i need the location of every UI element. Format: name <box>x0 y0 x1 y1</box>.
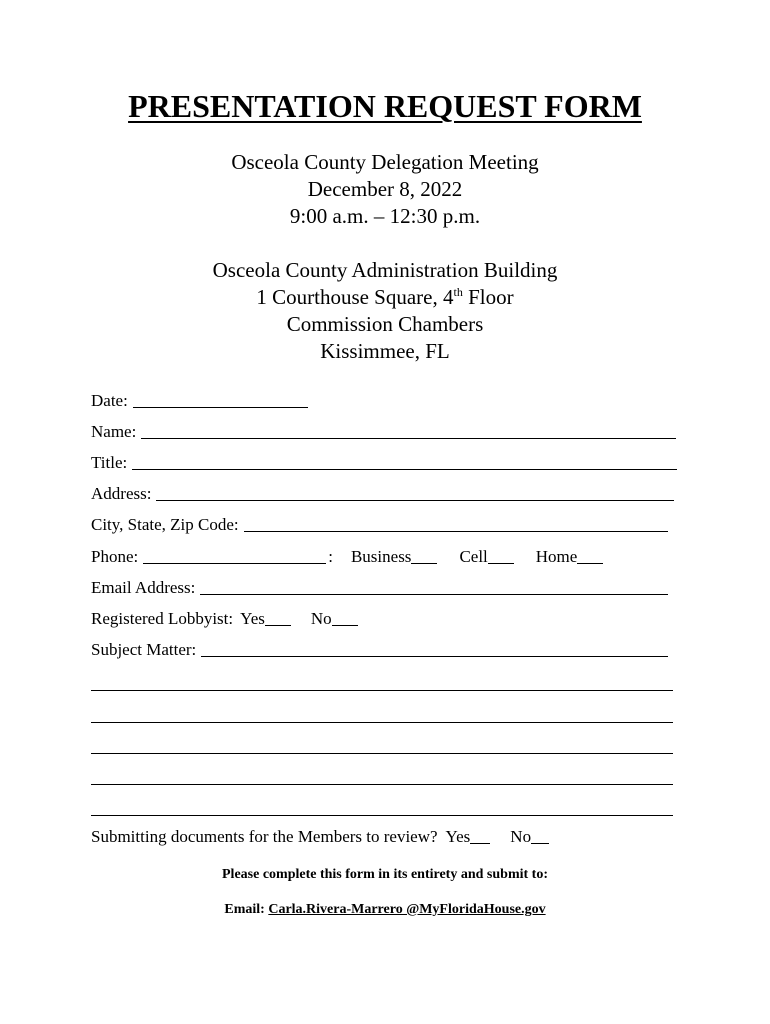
cell-blank[interactable] <box>488 562 514 564</box>
address-suffix: Floor <box>462 285 514 309</box>
home-option <box>536 547 604 567</box>
email-link[interactable]: Carla.Rivera-Marrero @MyFloridaHouse.gov <box>268 902 546 917</box>
address-prefix: 1 Courthouse Square, 4 <box>256 285 454 309</box>
submit-email <box>0 902 770 918</box>
location-room: Commission Chambers <box>286 312 484 336</box>
location-address <box>0 284 770 311</box>
date-input[interactable] <box>133 406 308 408</box>
lobbyist-label: Registered Lobbyist: <box>91 609 234 628</box>
business-label: Business <box>350 547 412 566</box>
lobbyist-no-option <box>311 609 358 629</box>
date-label: Date: <box>91 391 128 410</box>
documents-no-label: No <box>510 827 532 846</box>
city-state-zip-field <box>91 515 668 535</box>
cell-label: Cell <box>459 547 488 566</box>
email-label: Email Address: <box>91 578 196 597</box>
subject-input[interactable] <box>201 655 668 657</box>
title-label: Title: <box>91 453 128 472</box>
form-title: PRESENTATION REQUEST FORM <box>128 88 642 124</box>
lobbyist-field <box>91 609 358 629</box>
subject-line-1[interactable] <box>91 690 673 691</box>
name-input[interactable] <box>141 437 676 439</box>
date-field <box>91 391 308 411</box>
phone-label: Phone: <box>91 547 139 566</box>
subject-line-5[interactable] <box>91 815 673 816</box>
documents-yes-blank[interactable] <box>470 842 490 844</box>
home-label: Home <box>535 547 578 566</box>
cell-option <box>459 547 513 567</box>
address-field <box>91 484 674 504</box>
phone-field <box>91 547 603 567</box>
location-city: Kissimmee, FL <box>320 339 450 363</box>
documents-field <box>91 827 549 847</box>
subject-field <box>91 640 668 660</box>
location-building: Osceola County Administration Building <box>212 258 558 282</box>
address-sup: th <box>453 285 463 299</box>
documents-no-blank[interactable] <box>531 842 549 844</box>
subject-label: Subject Matter: <box>91 640 197 659</box>
subject-line-2[interactable] <box>91 722 673 723</box>
address-label: Address: <box>91 484 152 503</box>
name-field <box>91 422 676 442</box>
location-info <box>0 257 770 365</box>
address-input[interactable] <box>156 499 674 501</box>
submit-instruction: Please complete this form in its entirety and submit to: <box>222 867 548 882</box>
home-blank[interactable] <box>577 562 603 564</box>
documents-yes-option <box>446 827 491 847</box>
email-field <box>91 578 668 598</box>
subject-line-3[interactable] <box>91 753 673 754</box>
lobbyist-no-label: No <box>310 609 332 628</box>
business-option <box>351 547 437 567</box>
city-state-zip-label: City, State, Zip Code: <box>91 515 239 534</box>
city-state-zip-input[interactable] <box>244 530 668 532</box>
documents-no-option <box>510 827 549 847</box>
phone-separator: : <box>328 547 333 566</box>
email-input[interactable] <box>200 593 668 595</box>
lobbyist-yes-option <box>240 609 291 629</box>
email-prefix: Email: <box>224 902 265 917</box>
meeting-time: 9:00 a.m. – 12:30 p.m. <box>289 204 481 228</box>
subject-line-4[interactable] <box>91 784 673 785</box>
meeting-name: Osceola County Delegation Meeting <box>231 150 539 174</box>
meeting-info <box>0 149 770 230</box>
lobbyist-yes-label: Yes <box>240 609 265 628</box>
documents-yes-label: Yes <box>445 827 471 846</box>
meeting-date: December 8, 2022 <box>307 177 463 201</box>
lobbyist-no-blank[interactable] <box>332 624 358 626</box>
title-input[interactable] <box>132 468 677 470</box>
phone-input[interactable] <box>143 562 326 564</box>
documents-label: Submitting documents for the Members to review? <box>91 827 438 846</box>
business-blank[interactable] <box>411 562 437 564</box>
title-field <box>91 453 677 473</box>
lobbyist-yes-blank[interactable] <box>265 624 291 626</box>
name-label: Name: <box>91 422 137 441</box>
